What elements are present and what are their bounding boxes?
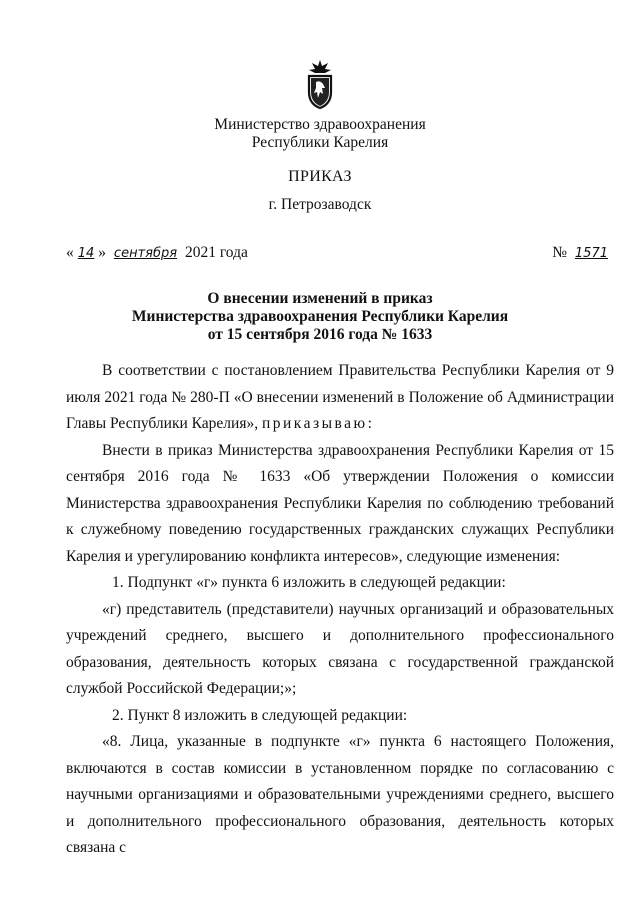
subject-line-1: О внесении изменений в приказ bbox=[207, 290, 433, 307]
karelia-coat-of-arms-emblem bbox=[305, 58, 335, 110]
order-number bbox=[552, 244, 612, 262]
ministry-line-2: Республики Карелия bbox=[251, 134, 389, 151]
list-item-1: 1. Подпункт «г» пункта 6 изложить в следующей редакции: bbox=[112, 574, 506, 591]
list-item-2: 2. Пункт 8 изложить в следующей редакции: bbox=[112, 706, 408, 724]
paragraph-amendment-intro: Внести в приказ Министерства здравоохранения Республики Карелия от 15 сентября 2016 года № 1633 «Об утверждении Положения о комиссии Министерства здравоохранения Республики Карелия по соблюдению требований к служебному поведению государственных гражданских служащих Республики Карелия и урегулированию конфликта интересов», следующие изменения: bbox=[66, 441, 614, 565]
order-date bbox=[66, 244, 248, 262]
paragraph-subpoint-g: «г) представитель (представители) научных организаций и образовательных учреждений среднего, высшего и дополнительного профессионального образования, деятельность которых связана с государственной гражданской службой Российской Федерации;»; bbox=[66, 600, 614, 697]
date-open-quote: « bbox=[66, 244, 74, 261]
handwritten-number: 1571 bbox=[574, 246, 608, 261]
subject-line-2: Министерства здравоохранения Республики Карелия bbox=[131, 308, 509, 325]
order-command: приказываю: bbox=[261, 415, 375, 432]
ministry-name bbox=[0, 116, 640, 152]
handwritten-month: сентября bbox=[113, 246, 178, 261]
paragraph-preamble bbox=[66, 358, 614, 438]
order-body bbox=[66, 358, 614, 862]
order-subject bbox=[0, 290, 640, 344]
preamble-text: В соответствии с постановлением Правительства Республики Карелия от 9 июля 2021 года № 280-П «О внесении изменений в Положение об Администрации Главы Республики Карелия», bbox=[66, 362, 614, 432]
handwritten-day: 14 bbox=[77, 246, 95, 261]
number-prefix: № bbox=[552, 244, 568, 261]
ministry-line-1: Министерство здравоохранения bbox=[214, 116, 426, 133]
date-year: 2021 года bbox=[184, 244, 248, 261]
subject-line-3: от 15 сентября 2016 года № 1633 bbox=[207, 326, 433, 343]
date-close-quote: » bbox=[98, 244, 107, 261]
city-name: г. Петрозаводск bbox=[268, 196, 372, 213]
paragraph-point-8: «8. Лица, указанные в подпункте «г» пункта 6 настоящего Положения, включаются в состав комиссии в установленном порядке по согласованию с научными организациями и образовательными учреждениями среднего, высшего и дополнительного профессионального образования, деятельность которых связана с bbox=[66, 733, 614, 856]
document-title: ПРИКАЗ bbox=[288, 168, 352, 185]
